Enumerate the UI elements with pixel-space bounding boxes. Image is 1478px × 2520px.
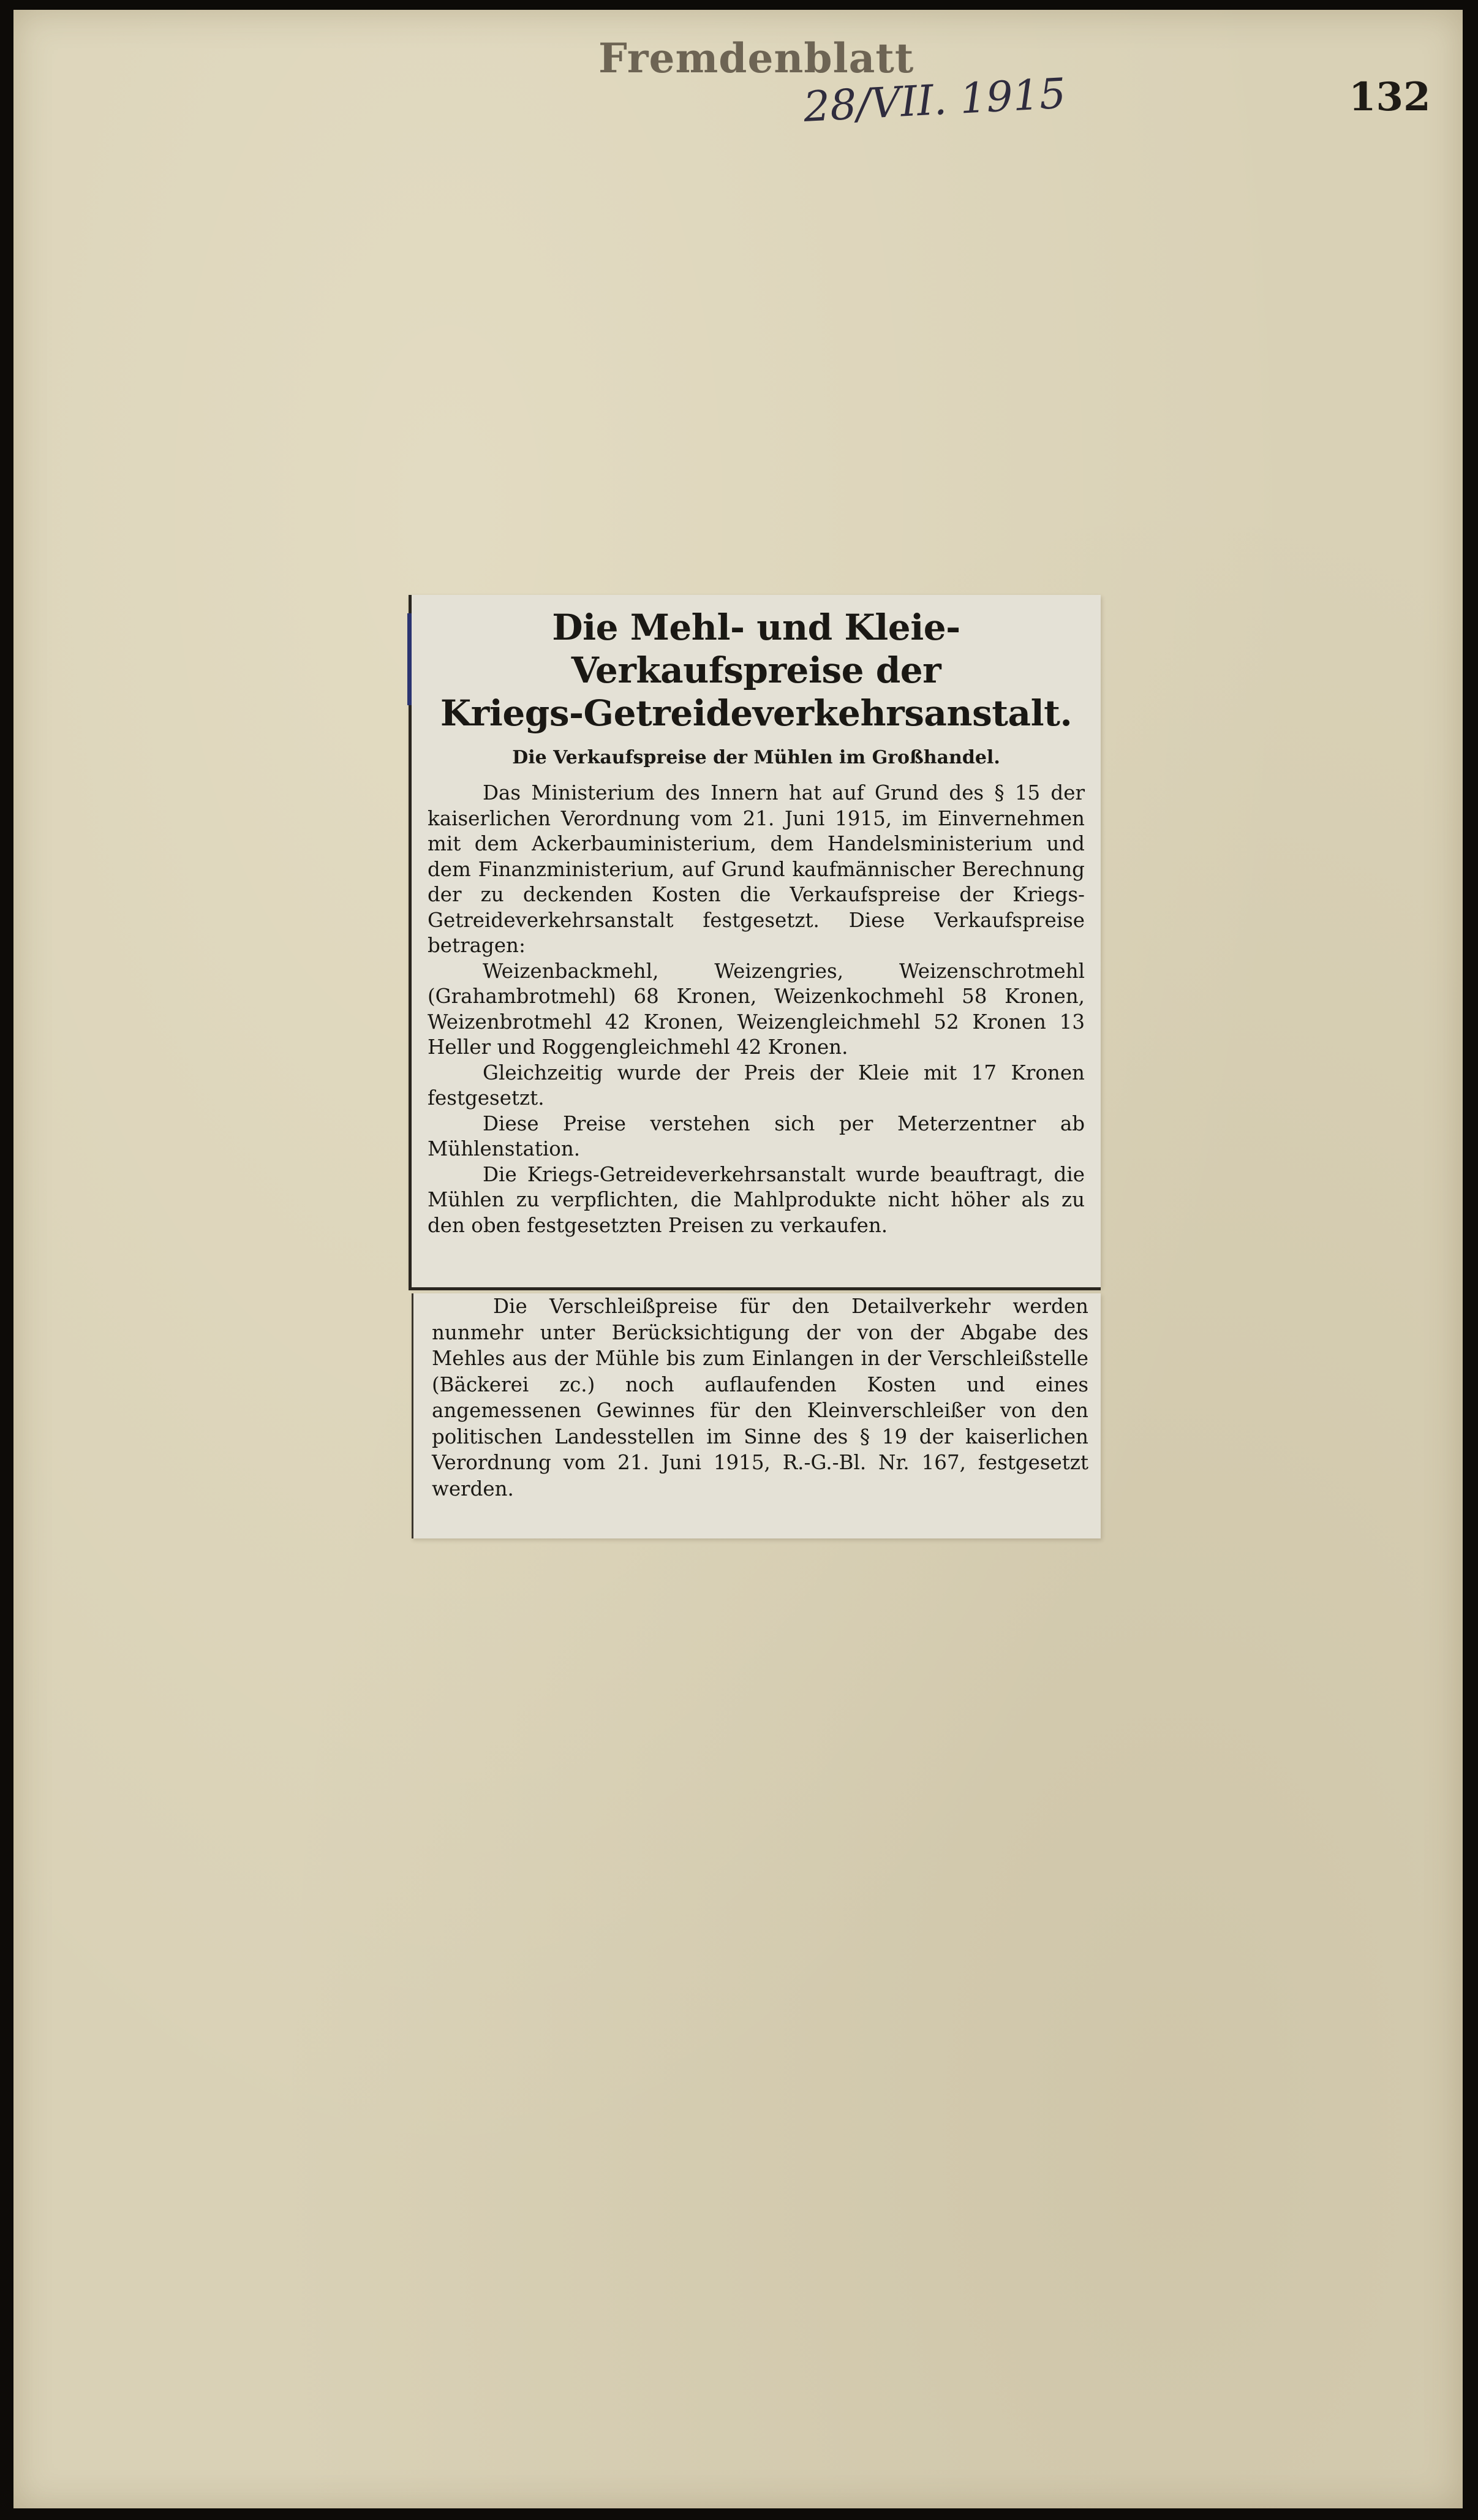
newspaper-stamp: Fremdenblatt xyxy=(598,34,914,82)
subheadline: Die Verkaufspreise der Mühlen im Großhandel. xyxy=(512,747,1000,768)
page-number: 132 xyxy=(1349,74,1431,120)
handwritten-date: 28/VII. 1915 xyxy=(802,69,1068,132)
article-paragraph: Diese Preise verstehen sich per Meterzentner ab Mühlenstation. xyxy=(428,1111,1085,1160)
archive-sheet xyxy=(13,10,1463,2508)
article-paragraph: Die Kriegs-Getreideverkehrsanstalt wurde beauftragt, die Mühlen zu verpflichten, die Mahlprodukte nicht höher als zu den oben festgesetzten Preisen zu verkaufen. xyxy=(428,1162,1085,1237)
article-paragraph: Das Ministerium des Innern hat auf Grund des § 15 der kaiserlichen Verordnung vom 21. Juni 1915, im Einvernehmen mit dem Ackerbauministerium, dem Handelsministerium und dem Finanzministerium, auf Grund kaufmännischer Berechnung der zu deckenden Kosten die Verkaufspreise der Kriegs-Getreideverkehrsanstalt festgesetzt. Diese Verkaufspreise betragen: xyxy=(428,781,1085,957)
headline-line-1: Die Mehl- und Kleie-Verkaufspreise der xyxy=(552,607,960,691)
clipping-divider xyxy=(409,1287,1101,1290)
article-continued-paragraph: Die Verschleißpreise für den Detailverkehr werden nunmehr unter Berücksichtigung der von der Abgabe des Mehles aus der Mühle bis zum Einlangen in der Verschleißstelle (Bäckerei zc.) noch auflaufenden Kosten und eines angemessenen Gewinnes für den Kleinverschleißer von den politischen Landesstellen im Sinne des § 19 der kaiserlichen Verordnung vom 21. Juni 1915, R.-G.-Bl. Nr. 167, festgesetzt werden. xyxy=(432,1295,1088,1500)
headline-line-2: Kriegs-Getreideverkehrsanstalt. xyxy=(440,692,1073,734)
article-paragraph: Weizenbackmehl, Weizengries, Weizenschrotmehl (Grahambrotmehl) 68 Kronen, Weizenkochmehl 58 Kronen, Weizenbrotmehl 42 Kronen, Weizengleichmehl 52 Kronen 13 Heller und Roggengleichmehl 42 Kronen. xyxy=(428,959,1085,1059)
newspaper-clipping-main xyxy=(409,595,1101,1287)
newspaper-clipping-continued xyxy=(412,1293,1101,1538)
article-paragraph: Gleichzeitig wurde der Preis der Kleie mit 17 Kronen festgesetzt. xyxy=(428,1061,1085,1110)
